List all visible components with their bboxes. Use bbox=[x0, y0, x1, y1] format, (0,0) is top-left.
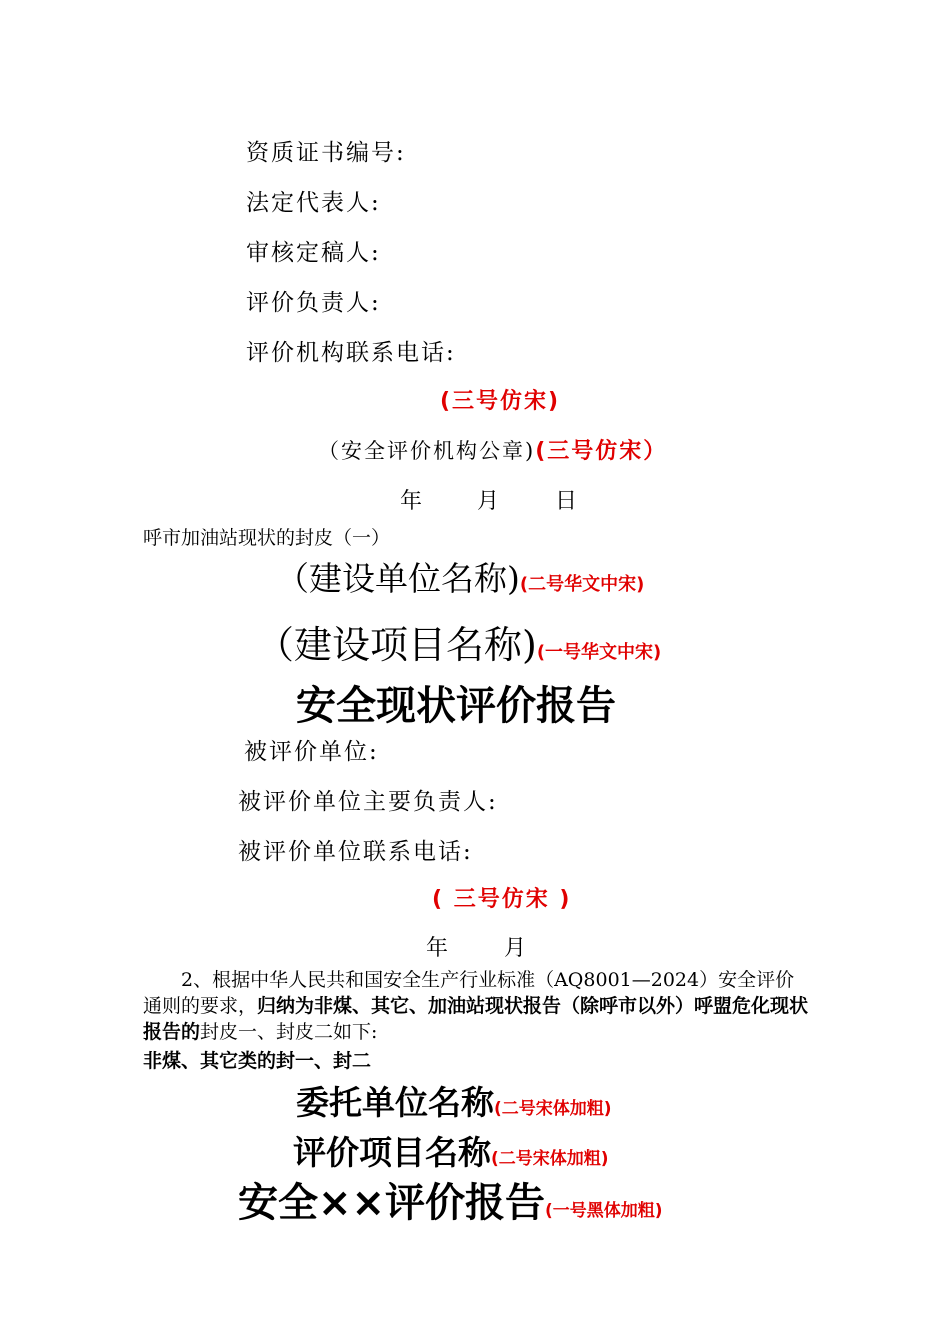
project-name: （建设项目名称) bbox=[256, 623, 537, 667]
paragraph-text-bold: 归纳为非煤、其它、加油站现状报告（除呼市以外）呼盟危化现状报告的 bbox=[143, 995, 809, 1043]
report-title-line-2 bbox=[238, 1171, 663, 1228]
eval-project-line bbox=[293, 1127, 609, 1174]
project-name-line bbox=[256, 614, 661, 669]
date-year-2: 年 bbox=[426, 936, 449, 961]
seal-font-note: (三号仿宋） bbox=[535, 439, 668, 464]
paragraph-text-start: 2、根据中华人民共和国安全生产行业标准（AQ8001—2024）安全评价通则的要求， bbox=[143, 969, 795, 1017]
field-legal-rep: 法定代表人: bbox=[246, 190, 381, 216]
report-title: 安全现状评价报告 bbox=[296, 683, 616, 729]
field-reviewer: 审核定稿人: bbox=[246, 240, 381, 266]
eval-project-name: 评价项目名称 bbox=[293, 1133, 491, 1172]
field-org-phone: 评价机构联系电话: bbox=[246, 340, 456, 366]
field-evaluated-unit: 被评价单位: bbox=[244, 739, 379, 765]
client-name-note: (二号宋体加粗) bbox=[494, 1099, 612, 1119]
field-unit-phone: 被评价单位联系电话: bbox=[238, 839, 473, 865]
paragraph-text-end: 封皮一、封皮二如下: bbox=[200, 1021, 378, 1043]
date-month-1: 月 bbox=[477, 489, 500, 514]
unit-name-line bbox=[276, 553, 644, 600]
seal-line bbox=[318, 434, 667, 465]
field-unit-head: 被评价单位主要负责人: bbox=[238, 789, 498, 815]
client-name-line bbox=[296, 1077, 612, 1124]
date-day-1: 日 bbox=[555, 489, 578, 514]
report-title-2: 安全××评价报告 bbox=[238, 1180, 546, 1226]
font-note-1: (三号仿宋) bbox=[440, 389, 561, 414]
font-note-2: ( 三号仿宋 ) bbox=[432, 887, 572, 912]
subheading-nonmining: 非煤、其它类的封一、封二 bbox=[143, 1050, 372, 1072]
seal-text: （安全评价机构公章) bbox=[318, 439, 536, 463]
eval-project-note: (二号宋体加粗) bbox=[491, 1149, 609, 1169]
project-name-note: (一号华文中宋) bbox=[536, 642, 662, 663]
date-month-2: 月 bbox=[504, 936, 527, 961]
unit-name: （建设单位名称) bbox=[276, 559, 520, 598]
client-name: 委托单位名称 bbox=[296, 1083, 494, 1122]
standard-paragraph bbox=[143, 967, 811, 1045]
field-cert-number: 资质证书编号: bbox=[246, 140, 406, 166]
report-title-note: (一号黑体加粗) bbox=[545, 1201, 663, 1221]
unit-name-note: (二号华文中宋) bbox=[519, 574, 645, 595]
section-heading-hohhot: 呼市加油站现状的封皮（一） bbox=[143, 527, 391, 549]
field-eval-lead: 评价负责人: bbox=[246, 290, 381, 316]
date-year-1: 年 bbox=[400, 489, 423, 514]
